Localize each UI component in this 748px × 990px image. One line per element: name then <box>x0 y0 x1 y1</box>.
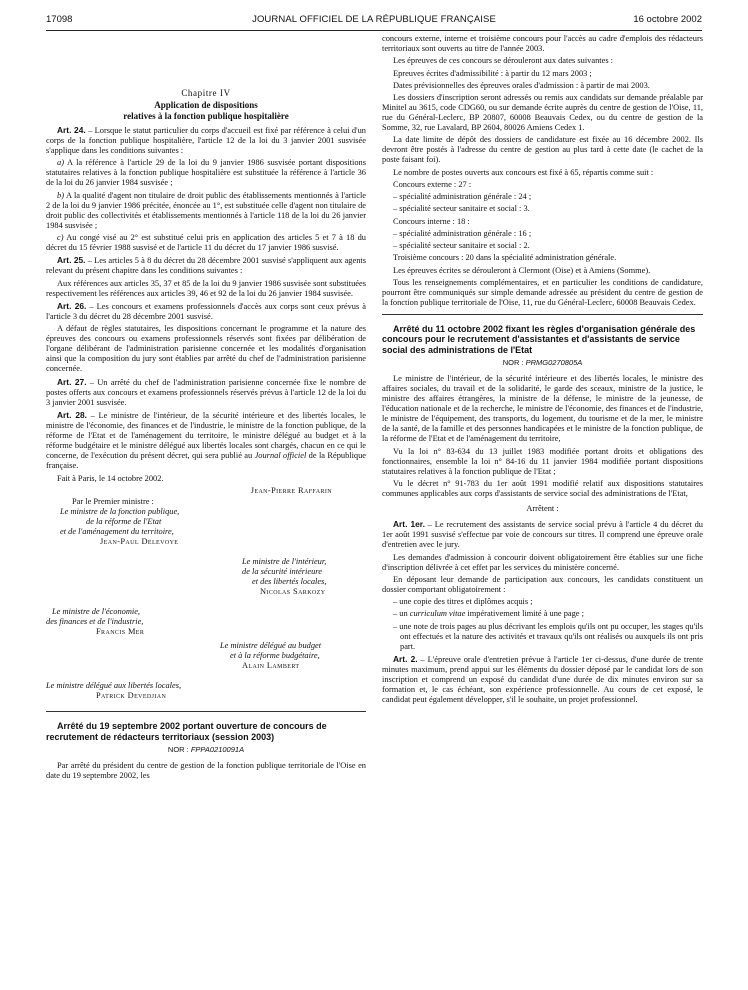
list-item-1: – une copie des titres et diplômes acquis ; <box>393 597 533 607</box>
arrete-1-cont-16: Tous les renseignements complémentaires, et en particulier les conditions de candidature, pourront être communiqués sur simple demande adressée au président du centre de gestion de la fonction publique territoriale de l'Oise, 11, rue du Général-Leclerc, 60008 Beauvais Cedex. <box>382 277 703 307</box>
article-26-text: – Les concours et examens professionnels d'accès aux corps sont ceux prévus à l'article 3 du décret du 28 décembre 2001 susvisé. <box>46 301 366 321</box>
article-2 <box>382 654 703 705</box>
signature-fp: Jean-Paul Delevoye <box>100 536 179 546</box>
minister-int-line-2: de la sécurité intérieure <box>242 566 322 576</box>
arrete-1-cont-4: Dates prévisionnelles des épreuves orales d'admission : à partir de mai 2003. <box>393 80 650 90</box>
list-item-2-a: – un <box>393 609 410 619</box>
article-26-label: Art. 26. <box>57 300 87 311</box>
article-28-label: Art. 28. <box>57 409 87 420</box>
article-24-text: – Lorsque le statut particulier du corps d'accueil est fixé par référence à celui d'un corps de la fonction publique hospitalière, l'article 12 de la loi du 3 janvier 2001 susvisée s'applique dans les conditions suivantes : <box>46 126 366 156</box>
page-header <box>46 12 702 28</box>
issue-date: 16 octobre 2002 <box>633 14 702 25</box>
signatures <box>46 486 366 701</box>
right-column <box>382 34 703 707</box>
arrete-1-para-1: Par arrêté du président du centre de gestion de la fonction publique territoriale de l'Oise en date du 19 septembre 2002, les <box>46 761 366 781</box>
arrete-1-cont-8: Concours externe : 27 : <box>393 179 472 189</box>
arrete-1-cont-15: Les épreuves écrites se dérouleront à Clermont (Oise) et à Amiens (Somme). <box>393 265 651 275</box>
arrete-2-para-6: En déposant leur demande de participation aux concours, les candidats constituent un dossier comportant obligatoirement : <box>382 574 703 594</box>
journal-officiel-ref: Journal officiel <box>254 451 307 461</box>
arrete-1-nor <box>46 745 366 755</box>
signature-prime-minister: Jean-Pierre Raffarin <box>250 486 332 496</box>
arrete-2-nor <box>382 358 703 368</box>
article-28 <box>46 410 366 471</box>
arrete-2-para-5: Les demandes d'admission à concourir doivent obligatoirement être établies sur une fiche d'inscription délivrée à cet effet par les services du ministère concerné. <box>382 552 703 572</box>
article-2-text: – L'épreuve orale d'entretien prévue à l'article 1er ci-dessus, d'une durée de trente minutes maximum, prend appui sur les éléments du dossier déposé par le candidat lors de son inscription et comprend un exposé du candidat d'une durée de dix minutes environ sur sa formation et, le cas échéant, son expérience professionnelle. Au cours de cet exposé, le candidat peut également développer, s'il le souhaite, un projet professionnel. <box>382 654 703 705</box>
arrete-1-cont-5: Les dossiers d'inscription seront adressés ou remis aux candidats sur demande préalable par Minitel au 3615, code CDG60, ou sur demande écrite auprès du centre de gestion de l'Oise, 11, rue du Général-Leclerc, BP 20807, 60008 Beauvais Cedex, ou du centre de gestion de la Somme, 32, rue Lavalard, BP 2604, 80026 Amiens Cedex 1. <box>382 92 703 133</box>
minister-eco-line-2: des finances et de l'industrie, <box>46 616 144 626</box>
article-24-b-text: A la qualité d'agent non titulaire de droit public des établissements mentionnés à l'article 2 de la loi du 9 janvier 1986 précitée, énoncée au 1°, est substituée celle d'agent non titulaire de droit public des collectivités et établissements mentionnés à l'article 118 de la loi du 26 janvier 1984 susvisée ; <box>46 190 366 230</box>
arrete-1-title: Arrêté du 19 septembre 2002 portant ouverture de concours de recrutement de rédacteurs territoriaux (session 2003) <box>46 721 327 742</box>
list-item-3: – une note de trois pages au plus décrivant les emplois qu'ils ont pu occuper, les stages qu'ils ont effectués et la nature des activités et travaux qu'ils ont réalisés ou auxquels ils ont pris part. <box>393 621 703 651</box>
page-number: 17098 <box>46 14 73 25</box>
signature-bud: Alain Lambert <box>242 661 300 671</box>
list-item-2-b: curriculum vitae <box>409 609 466 619</box>
article-1-label: Art. 1er. <box>393 519 425 530</box>
article-27-label: Art. 27. <box>57 376 87 387</box>
section-title-line-2: relatives à la fonction publique hospitalière <box>123 110 289 121</box>
article-24 <box>46 125 366 156</box>
minister-int-line-1: Le ministre de l'intérieur, <box>242 556 327 566</box>
article-24-c-label: c) <box>57 233 64 243</box>
header-rule <box>46 30 702 31</box>
separator-2 <box>382 314 703 315</box>
article-25-label: Art. 25. <box>57 255 86 266</box>
minister-bud-line-1: Le ministre délégué au budget <box>220 641 322 651</box>
minister-fp-line-3: et de l'aménagement du territoire, <box>60 526 174 536</box>
nor-label: NOR : <box>167 745 191 755</box>
arrete-1-cont-9: – spécialité administration générale : 24 ; <box>393 192 532 202</box>
arrete-2-para-1: Le ministre de l'intérieur, de la sécurité intérieure et des libertés locales, le ministre des affaires sociales, du travail et de la solidarité, le garde des sceaux, ministre de la justice, le ministre des affaires étrangères, la ministre de la défense, le ministre de la jeunesse, de l'éducation nationale et de la recherche, le ministre de l'économie, des finances et de l'industrie, le ministre de l'équipement, des transports, du logement, du tourisme et de la mer, le ministre de la santé, de la famille et des personnes handicapées et le ministre de la fonction publique, de la réforme de l'Etat et de l'aménagement du territoire, <box>382 374 703 444</box>
arrete-2-para-3: Vu le décret n° 91-783 du 1er août 1991 modifié relatif aux dispositions statutaires communes applicables aux corps d'assistants de service social des administrations de l'Etat, <box>382 479 703 499</box>
article-25-text: – Les articles 5 à 8 du décret du 28 décembre 2001 susvisé s'appliquent aux agents relevant du présent chapitre dans les conditions suivantes : <box>46 256 366 276</box>
article-28-text-b: de la République française. <box>46 451 367 471</box>
article-27-text: – Un arrêté du chef de l'administration parisienne concernée fixe le nombre de postes offerts aux concours et examens professionnels réservés prévus à l'article 12 de la loi du 3 janvier 2001 susvisée. <box>46 377 366 407</box>
separator <box>46 711 366 712</box>
article-24-c-text: Au congé visé au 2° est substitué celui pris en application des articles 5 et 7 à 18 du décret du 15 février 1988 susvisé et de l'article 11 du décret du 17 janvier 1986 susvisé. <box>46 233 366 253</box>
article-1-text: – Le recrutement des assistants de service social prévu à l'article 4 du décret du 1er août 1991 susvisé s'effectue par voie de concours sur titres. Il comprend une épreuve orale d'entretien avec le jury. <box>382 520 703 550</box>
minister-fp-line-2: de la réforme de l'Etat <box>86 516 162 526</box>
list-item-2 <box>382 609 703 619</box>
article-2-label: Art. 2. <box>393 653 418 664</box>
article-26-para-2: A défaut de règles statutaires, les dispositions concernant le programme et la nature des épreuves des concours ou examens professionnels réservés sont fixées par délibération de l'organe délibérant de l'administration parisienne concernée et les modalités d'organisation ainsi que la composition du jury sont établies par arrêté du chef de l'administration parisienne concernée. <box>46 324 366 374</box>
article-1 <box>382 519 703 550</box>
arrete-1-cont-1: concours externe, interne et troisième concours pour l'accès au cadre d'emplois des rédacteurs territoriaux sont ouverts au titre de l'année 2003. <box>382 34 703 54</box>
minister-bud-line-2: et à la réforme budgétaire, <box>230 651 320 661</box>
arrete-1-cont-10: – spécialité secteur sanitaire et social : 3. <box>393 204 530 214</box>
arrete-2-para-2: Vu la loi n° 83-634 du 13 juillet 1983 modifiée portant droits et obligations des fonctionnaires, ensemble la loi n° 84-16 du 11 janvier 1984 modifiée portant dispositions statutaires relatives à la fonction publique de l'Etat ; <box>382 446 703 476</box>
minister-int-line-3: et des libertés locales, <box>252 576 327 586</box>
arrete-1-cont-14: Troisième concours : 20 dans la spécialité administration générale. <box>393 253 617 263</box>
article-24-a-label: a) <box>57 158 64 168</box>
section-title-line-1: Application de dispositions <box>154 100 258 111</box>
arrete-1-cont-7: Le nombre de postes ouverts aux concours est fixé à 65, répartis comme suit : <box>393 167 654 177</box>
arrete-2-title: Arrêté du 11 octobre 2002 fixant les règles d'organisation générale des concours pour le recrutement d'assistantes et d'assistants de service social des administrations de l'Etat <box>382 323 696 355</box>
article-25-para-2: Aux références aux articles 35, 37 et 85 de la loi du 9 janvier 1986 susvisée sont substituées respectivement les références aux articles 39, 46 et 92 de la loi du 26 janvier 1984 susvisée. <box>46 278 366 298</box>
article-24-label: Art. 24. <box>57 125 86 136</box>
article-24-a <box>46 158 366 188</box>
arrete-1-cont-13: – spécialité secteur sanitaire et social : 2. <box>393 241 530 251</box>
article-24-a-text: A la référence à l'article 29 de la loi du 9 janvier 1986 susvisée portant dispositions statutaires relatives à la fonction publique hospitalière est substituée la référence à l'article 36 de la loi du 26 janvier 1984 susvisée ; <box>46 158 366 188</box>
by-prime-minister: Par le Premier ministre : <box>72 496 154 506</box>
signature-eco: Francis Mer <box>96 627 145 637</box>
signature-lib: Patrick Devedjian <box>96 691 167 701</box>
chapter-heading: Chapitre IV <box>181 88 231 98</box>
nor-code: FPPA0210091A <box>190 745 245 755</box>
minister-eco-line-1: Le ministre de l'économie, <box>52 606 141 616</box>
arrete-1-cont-3: Epreuves écrites d'admissibilité : à partir du 12 mars 2003 ; <box>393 68 592 78</box>
arrete-1-cont-6: La date limite de dépôt des dossiers de candidature est fixée au 16 décembre 2002. Ils devront être postés à l'adresse du centre de gestion au plus tard à cette date (le cachet de la poste faisant foi). <box>382 135 703 165</box>
signature-int: Nicolas Sarkozy <box>260 586 326 596</box>
section-title <box>46 100 366 121</box>
nor-label-2: NOR : <box>502 358 526 368</box>
arrete-1-cont-12: – spécialité administration générale : 16 ; <box>393 228 532 238</box>
article-24-b-label: b) <box>57 190 64 200</box>
arrete-1-cont-11: Concours interne : 18 : <box>393 216 470 226</box>
article-25 <box>46 255 366 276</box>
article-24-b <box>46 191 366 231</box>
minister-fp-line-1: Le ministre de la fonction publique, <box>60 506 180 516</box>
nor-code-2: PRMG0270805A <box>525 358 583 368</box>
list-item-2-c: impérativement limité à une page ; <box>465 609 584 619</box>
article-28-text-a: – Le ministre de l'intérieur, de la sécurité intérieure et des libertés locales, le ministre de l'économie, des finances et de l'industrie, le ministre de la fonction publique, de la réforme de l'Etat et de l'aménagement du territoire, le ministre délégué au budget et à la réforme budgétaire et le ministre délégué aux libertés locales sont chargés, chacun en ce qui le concerne, de l'exécution du présent décret, qui sera publié au <box>46 410 366 461</box>
minister-lib-line-1: Le ministre délégué aux libertés locales, <box>46 681 182 691</box>
journal-title: JOURNAL OFFICIEL DE LA RÉPUBLIQUE FRANÇAISE <box>252 14 496 25</box>
article-26 <box>46 301 366 322</box>
article-24-c <box>46 233 366 253</box>
arrete-1-cont-2: Les épreuves de ces concours se dérouleront aux dates suivantes : <box>393 56 613 66</box>
done-at: Fait à Paris, le 14 octobre 2002. <box>57 474 164 484</box>
arretent: Arrêtent : <box>526 504 559 514</box>
article-27 <box>46 377 366 408</box>
left-column <box>46 88 366 783</box>
